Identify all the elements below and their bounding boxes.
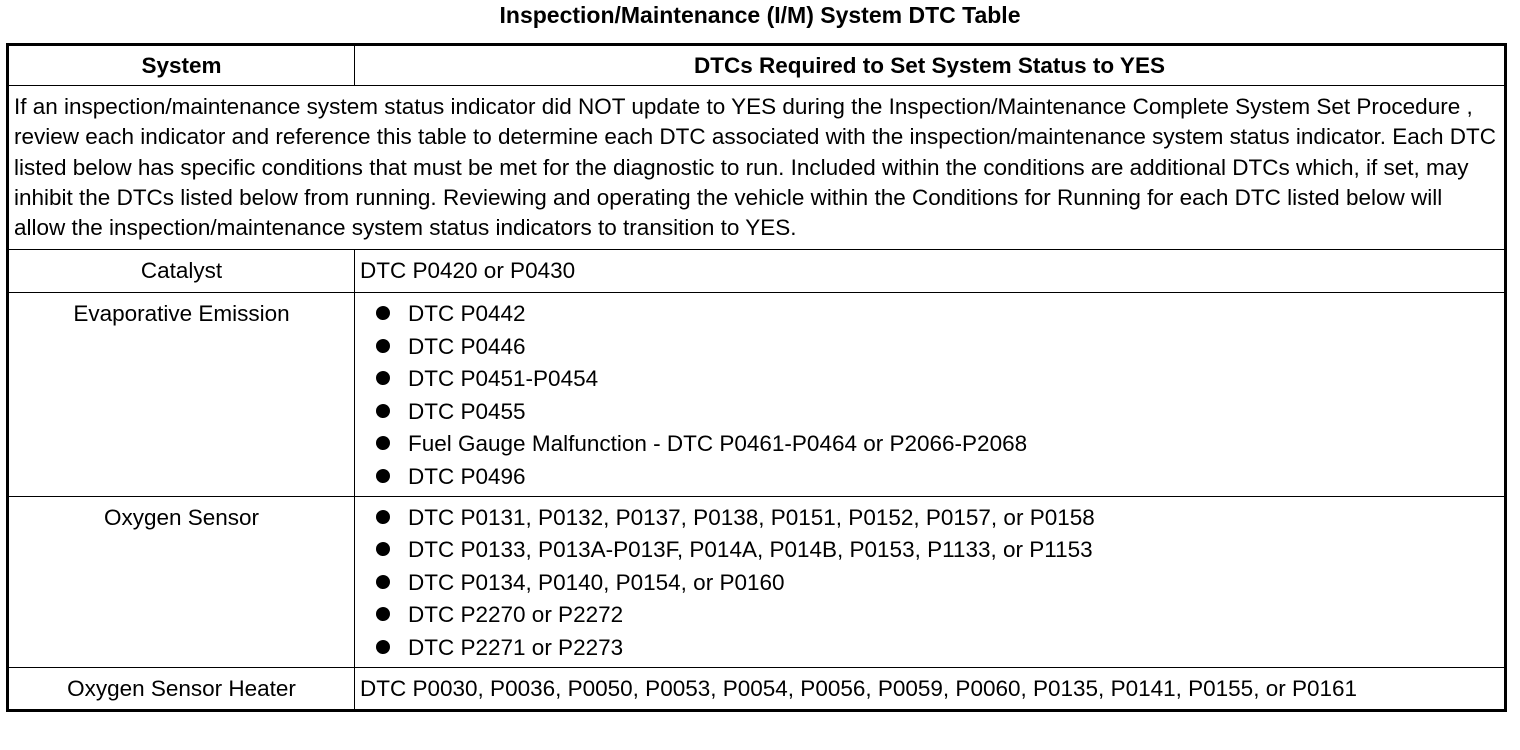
bullet-icon xyxy=(376,436,390,450)
list-item xyxy=(376,567,1504,600)
intro-row xyxy=(8,86,1506,250)
dtc-text: DTC P0446 xyxy=(408,333,526,359)
bullet-icon xyxy=(376,371,390,385)
system-cell: Oxygen Sensor Heater xyxy=(8,667,355,711)
dtc-text: DTC P0131, P0132, P0137, P0138, P0151, P0152, P0157, or P0158 xyxy=(408,504,1095,530)
dtc-text: DTC P0442 xyxy=(408,301,526,327)
bullet-icon xyxy=(376,339,390,353)
dtc-text: Fuel Gauge Malfunction - DTC P0461-P0464 or P2066-P2068 xyxy=(408,431,1028,457)
dtc-text: DTC P0134, P0140, P0154, or P0160 xyxy=(408,569,785,595)
list-item xyxy=(376,363,1504,396)
bullet-icon xyxy=(376,542,390,556)
list-item xyxy=(376,298,1504,331)
table-row-catalyst xyxy=(8,250,1506,293)
dtc-text: DTC P2270 or P2272 xyxy=(408,602,624,628)
system-cell: Catalyst xyxy=(8,250,355,293)
bullet-icon xyxy=(376,510,390,524)
list-item xyxy=(376,632,1504,665)
bullet-icon xyxy=(376,640,390,654)
dtc-cell: DTC P0030, P0036, P0050, P0053, P0054, P0056, P0059, P0060, P0135, P0141, P0155, or P0161 xyxy=(355,667,1506,711)
dtc-table xyxy=(6,43,1507,712)
dtc-text: DTC P0455 xyxy=(408,398,526,424)
list-item xyxy=(376,461,1504,494)
column-header-system: System xyxy=(8,45,355,86)
list-item xyxy=(376,331,1504,364)
list-item xyxy=(376,396,1504,429)
table-header-row xyxy=(8,45,1506,86)
dtc-text: DTC P2271 or P2273 xyxy=(408,635,624,661)
column-header-dtcs: DTCs Required to Set System Status to YES xyxy=(355,45,1506,86)
dtc-text: DTC P0496 xyxy=(408,464,526,490)
page-title: Inspection/Maintenance (I/M) System DTC Table xyxy=(499,2,1021,28)
dtc-text: DTC P0451-P0454 xyxy=(408,366,599,392)
dtc-cell xyxy=(355,293,1506,497)
bullet-icon xyxy=(376,306,390,320)
bullet-icon xyxy=(376,575,390,589)
bullet-icon xyxy=(376,607,390,621)
table-row-evaporative-emission xyxy=(8,293,1506,497)
dtc-cell: DTC P0420 or P0430 xyxy=(355,250,1506,293)
dtc-list xyxy=(355,497,1504,667)
dtc-list xyxy=(355,293,1504,496)
list-item xyxy=(376,502,1504,535)
bullet-icon xyxy=(376,404,390,418)
list-item xyxy=(376,428,1504,461)
bullet-icon xyxy=(376,469,390,483)
dtc-text: DTC P0133, P013A-P013F, P014A, P014B, P0153, P1133, or P1153 xyxy=(408,537,1093,563)
table-row-oxygen-sensor xyxy=(8,496,1506,667)
list-item xyxy=(376,534,1504,567)
list-item xyxy=(376,599,1504,632)
system-cell: Oxygen Sensor xyxy=(8,496,355,667)
intro-text: If an inspection/maintenance system status indicator did NOT update to YES during the Inspection/Maintenance Complete System Set Procedure , review each indicator and reference this table to determine each DTC associated with the inspection/maintenance system status indicator. Each DTC listed below has specific conditions that must be met for the diagnostic to run. Included within the conditions are additional DTCs which, if set, may inhibit the DTCs listed below from running. Reviewing and operating the vehicle within the Conditions for Running for each DTC listed below will allow the inspection/maintenance system status indicators to transition to YES. xyxy=(8,86,1506,250)
system-cell: Evaporative Emission xyxy=(8,293,355,497)
table-row-oxygen-sensor-heater xyxy=(8,667,1506,711)
dtc-cell xyxy=(355,496,1506,667)
